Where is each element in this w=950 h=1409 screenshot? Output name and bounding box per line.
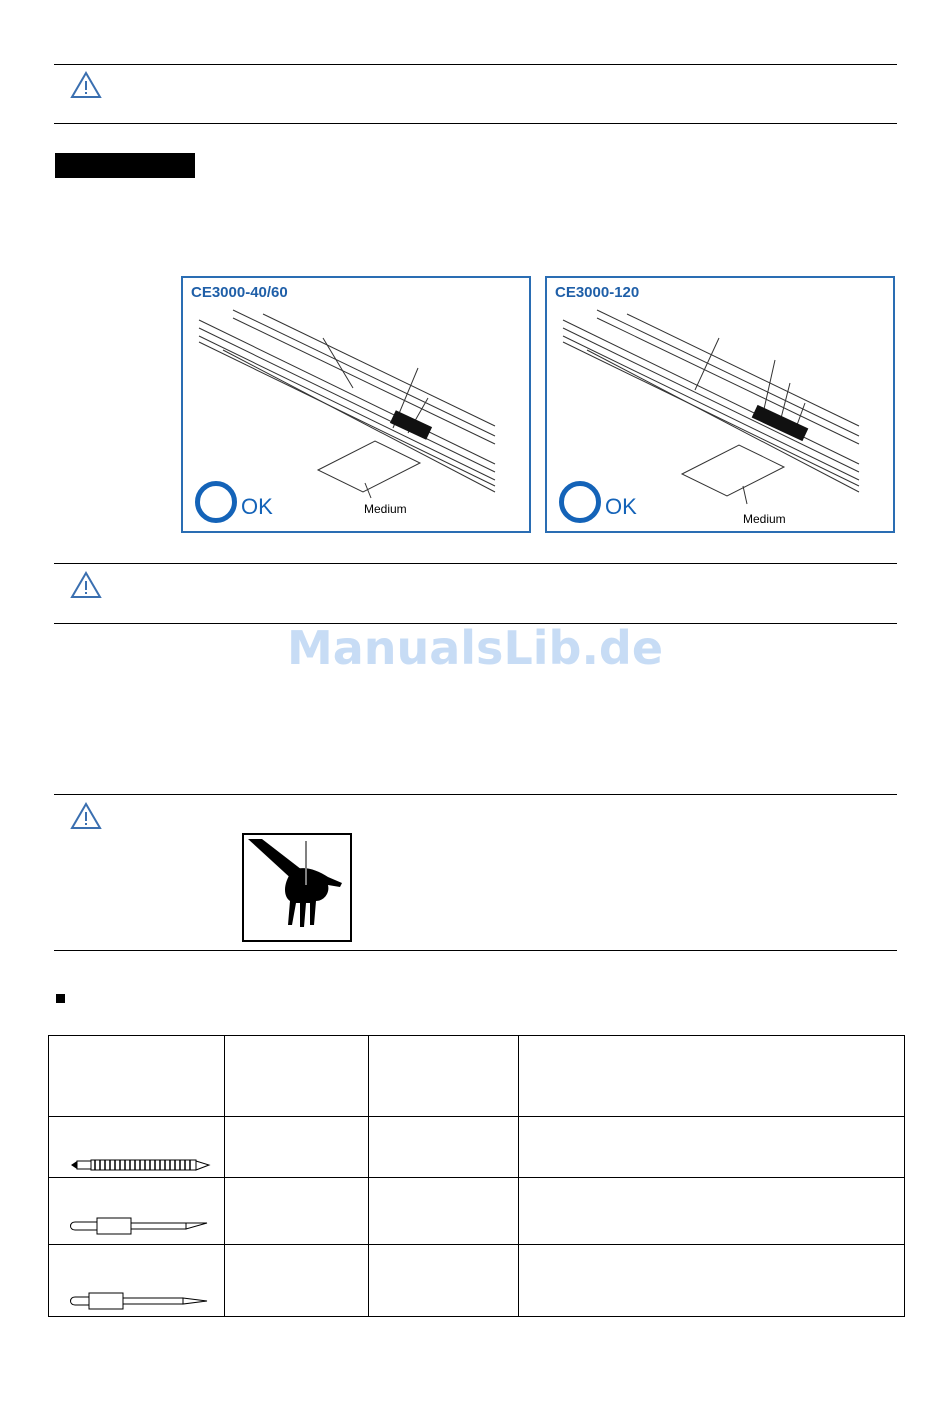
table-cell <box>519 1117 905 1178</box>
table-cell <box>369 1178 519 1245</box>
table-cell <box>519 1036 905 1117</box>
ok-label: OK <box>241 494 273 519</box>
table-cell <box>49 1245 225 1317</box>
ok-circle-icon <box>195 481 237 523</box>
caution-2-top-rule <box>54 563 897 564</box>
warning-triangle-icon <box>70 801 102 831</box>
figure-title: CE3000-120 <box>555 284 640 301</box>
table-cell <box>49 1036 225 1117</box>
table-cell <box>519 1245 905 1317</box>
table-cell <box>369 1036 519 1117</box>
warning-triangle-icon <box>70 570 102 600</box>
square-bullet-icon <box>56 994 65 1003</box>
warning-triangle-icon <box>70 70 102 100</box>
table-row <box>49 1117 905 1178</box>
top-rule <box>54 64 897 65</box>
figure-ce3000-40-60 <box>181 276 531 533</box>
table-header-row <box>49 1036 905 1117</box>
ok-circle-icon <box>559 481 601 523</box>
section-label-bar <box>55 153 195 178</box>
long-blade-icon <box>49 1117 224 1177</box>
table-cell <box>49 1117 225 1178</box>
caution-bottom-rule <box>54 123 897 124</box>
figure-title: CE3000-40/60 <box>191 284 288 301</box>
table-cell <box>225 1178 369 1245</box>
ok-label: OK <box>605 494 637 519</box>
caution-3-bottom-rule <box>54 950 897 951</box>
pen-blade-icon <box>49 1245 224 1316</box>
table-cell <box>519 1178 905 1245</box>
short-blade-icon <box>49 1178 224 1244</box>
blade-table <box>48 1035 905 1317</box>
table-cell <box>225 1245 369 1317</box>
hand-cut-hazard-icon <box>242 833 352 942</box>
table-cell <box>225 1117 369 1178</box>
table-cell <box>369 1117 519 1178</box>
table-row <box>49 1245 905 1317</box>
medium-label: Medium <box>743 512 786 526</box>
table-cell <box>225 1036 369 1117</box>
figure-ce3000-120 <box>545 276 895 533</box>
table-cell <box>369 1245 519 1317</box>
medium-label: Medium <box>364 502 407 516</box>
table-row <box>49 1178 905 1245</box>
table-cell <box>49 1178 225 1245</box>
watermark: ManualsLib.de <box>286 621 664 675</box>
caution-3-top-rule <box>54 794 897 795</box>
